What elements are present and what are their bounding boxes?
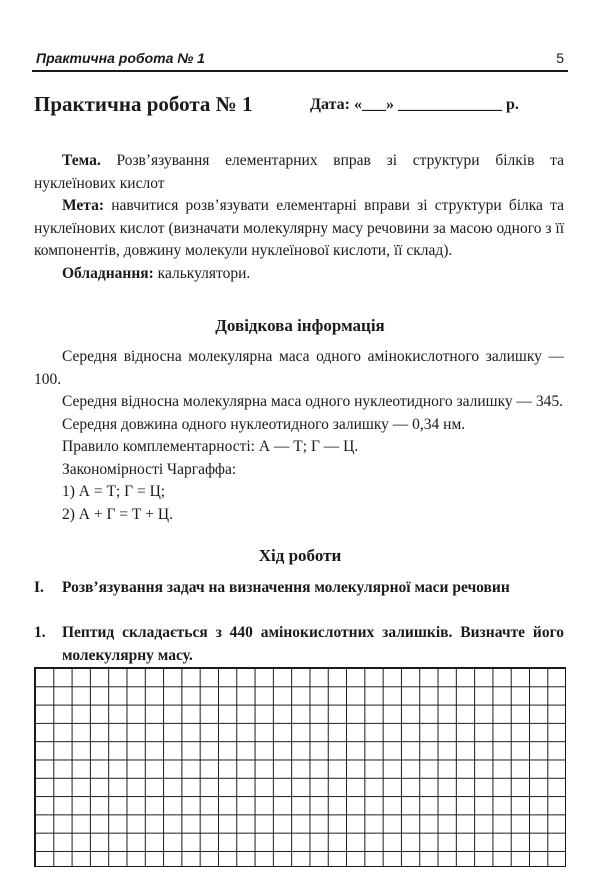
reference-heading: Довідкова інформація bbox=[215, 316, 385, 335]
date-field: Дата: «___» _____________ р. bbox=[310, 96, 519, 113]
topic-label: Тема. bbox=[62, 152, 101, 169]
page-number: 5 bbox=[556, 50, 564, 66]
goal-paragraph bbox=[34, 195, 564, 263]
reference-line: 2) А + Г = Т + Ц. bbox=[62, 505, 173, 523]
equipment-paragraph bbox=[34, 263, 564, 286]
reference-line: Середня довжина одного нуклеотидного залишку — 0,34 нм. bbox=[62, 415, 466, 433]
equipment-label: Обладнання: bbox=[62, 264, 154, 282]
running-title: Практична робота № 1 bbox=[36, 50, 205, 66]
section-number: I. bbox=[34, 579, 44, 596]
running-header bbox=[32, 48, 568, 72]
reference-line: Середня відносна молекулярна маса одного нуклеотидного залишку — 345. bbox=[62, 393, 564, 410]
work-title: Практична робота № 1 bbox=[34, 92, 253, 116]
reference-line: 1) А = Т; Г = Ц; bbox=[62, 483, 166, 500]
reference-line: Правило комплементарності: А — Т; Г — Ц. bbox=[62, 438, 359, 455]
reference-block bbox=[34, 346, 564, 526]
procedure-heading: Хід роботи bbox=[258, 546, 342, 565]
reference-line: Закономірності Чаргаффа: bbox=[62, 460, 237, 478]
task-item bbox=[34, 622, 564, 667]
intro-block bbox=[34, 150, 564, 285]
task-text: Пептид складається з 440 амінокислотних залишків. Визначте його молекулярну масу. bbox=[62, 624, 564, 664]
goal-label: Мета: bbox=[62, 197, 105, 214]
answer-grid[interactable] bbox=[34, 667, 566, 867]
section-text: Розв’язування задач на визначення молекулярної маси речовин bbox=[62, 579, 510, 596]
section-item bbox=[34, 577, 564, 600]
equipment-text: калькулятори. bbox=[157, 264, 251, 282]
topic-paragraph bbox=[34, 150, 564, 195]
task-number: 1. bbox=[34, 624, 46, 641]
topic-text: Розв’язування елементарних вправ зі структури білків та нуклеїнових кислот bbox=[34, 152, 564, 192]
reference-line: Середня відносна молекулярна маса одного амінокислотного залишку — 100. bbox=[34, 348, 564, 388]
goal-text: навчитися розв’язувати елементарні вправи зі структури білка та нуклеїнових кислот (визначати молекулярну масу речовини за масою одного з її компонентів, довжину молекули нуклеїнової кислоти, її склад). bbox=[34, 197, 564, 259]
